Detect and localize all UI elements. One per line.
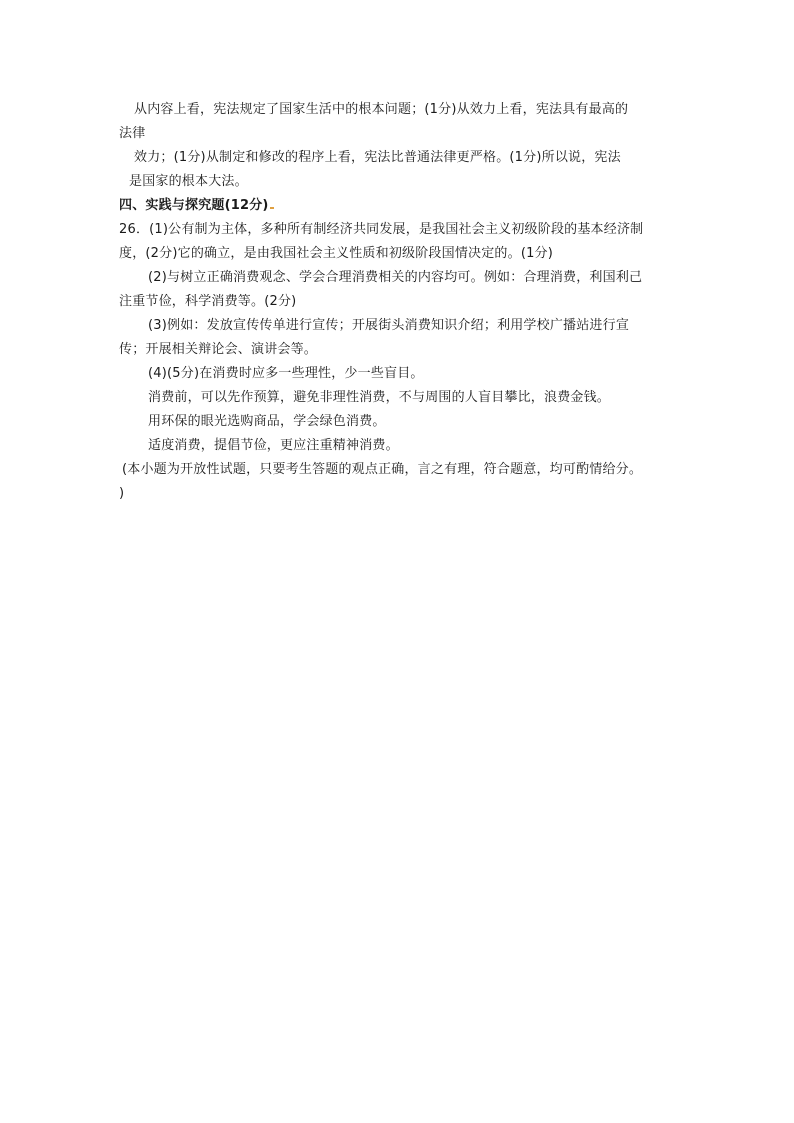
paragraph-effect: 效力；(1分)从制定和修改的程序上看，宪法比普通法律更严格。(1分)所以说，宪法 xyxy=(134,150,621,165)
section-heading-text: 四、实践与探究题(12分) xyxy=(119,198,269,213)
paragraph-fundamental-law: 是国家的根本大法。 xyxy=(129,174,248,189)
question-26-part-4: (4)(5分)在消费时应多一些理性，少一些盲目。 xyxy=(148,366,424,381)
paragraph-content-view: 从内容上看，宪法规定了国家生活中的根本问题；(1分)从效力上看，宪法具有最高的 xyxy=(134,102,629,117)
consumption-before: 消费前，可以先作预算，避免非理性消费，不与周围的人盲目攀比，浪费金钱。 xyxy=(148,390,611,405)
moderate-consumption: 适度消费，提倡节俭，更应注重精神消费。 xyxy=(148,438,399,453)
question-26-part-1-cont: 度，(2分)它的确立，是由我国社会主义性质和初级阶段国情决定的。(1分) xyxy=(119,246,554,261)
paragraph-law-word: 法律 xyxy=(119,126,146,141)
green-consumption: 用环保的眼光选购商品，学会绿色消费。 xyxy=(148,414,386,429)
section-heading xyxy=(119,198,274,214)
question-26-part-3-cont: 传；开展相关辩论会、演讲会等。 xyxy=(119,342,318,357)
question-26-part-3: (3)例如：发放宣传传单进行宣传；开展街头消费知识介绍；利用学校广播站进行宣 xyxy=(148,318,630,333)
question-26-part-1: 26．(1)公有制为主体，多种所有制经济共同发展，是我国社会主义初级阶段的基本经济制 xyxy=(119,222,644,237)
grading-note-close: ) xyxy=(119,486,125,501)
edit-mark xyxy=(270,207,274,209)
question-26-part-2-cont: 注重节俭，科学消费等。(2分) xyxy=(119,294,297,309)
question-26-part-2: (2)与树立正确消费观念、学会合理消费相关的内容均可。例如：合理消费，利国利己 xyxy=(148,270,643,285)
grading-note: (本小题为开放性试题，只要考生答题的观点正确，言之有理，符合题意，均可酌情给分。 xyxy=(122,462,643,477)
